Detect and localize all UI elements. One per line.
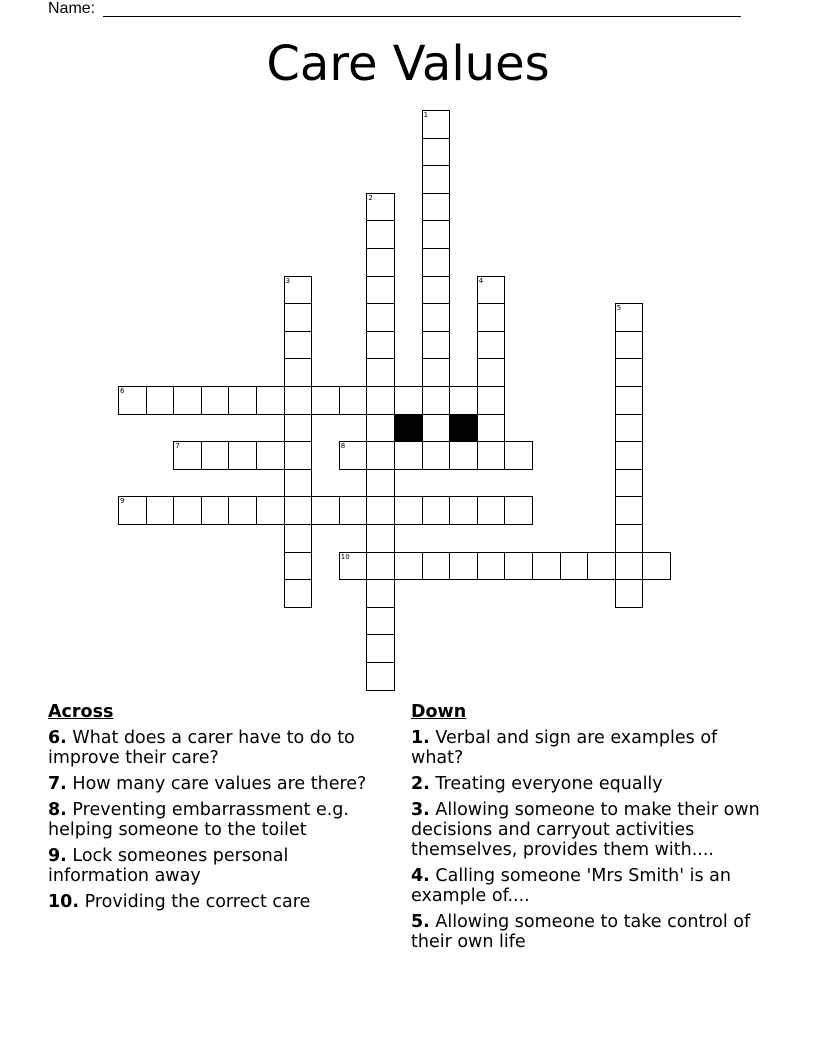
grid-cell[interactable] <box>449 386 478 415</box>
grid-cell[interactable] <box>366 524 395 553</box>
grid-cell[interactable] <box>201 496 230 525</box>
across-heading: Across <box>48 702 114 722</box>
grid-cell[interactable] <box>366 303 395 332</box>
cell-number: 7 <box>175 442 180 451</box>
cell-number: 2 <box>368 193 373 202</box>
grid-cell[interactable] <box>366 193 395 222</box>
grid-cell[interactable] <box>284 386 313 415</box>
grid-cell[interactable] <box>394 552 423 581</box>
grid-cell[interactable] <box>422 193 451 222</box>
grid-cell[interactable] <box>615 414 644 443</box>
grid-cell[interactable] <box>615 386 644 415</box>
clue-down-3 <box>411 800 771 860</box>
grid-cell[interactable] <box>477 358 506 387</box>
cell-number: 9 <box>120 497 125 506</box>
grid-cell[interactable] <box>422 386 451 415</box>
grid-cell[interactable] <box>256 441 285 470</box>
grid-cell[interactable] <box>615 552 644 581</box>
clue-number: 9. <box>48 846 67 866</box>
grid-cell[interactable] <box>366 441 395 470</box>
grid-cell[interactable] <box>201 386 230 415</box>
down-heading: Down <box>411 702 467 722</box>
name-underline[interactable] <box>103 16 741 17</box>
grid-cell[interactable] <box>366 414 395 443</box>
grid-cell[interactable] <box>311 496 340 525</box>
grid-cell[interactable] <box>284 469 313 498</box>
grid-cell[interactable] <box>477 386 506 415</box>
grid-cell[interactable] <box>173 441 202 470</box>
clue-down-1 <box>411 728 771 768</box>
grid-cell[interactable] <box>449 552 478 581</box>
grid-cell[interactable] <box>366 248 395 277</box>
clue-number: 2. <box>411 774 430 794</box>
grid-cell[interactable] <box>422 138 451 167</box>
clue-number: 10. <box>48 892 80 912</box>
grid-cell[interactable] <box>477 414 506 443</box>
black-cell <box>394 414 423 443</box>
grid-cell[interactable] <box>339 496 368 525</box>
grid-cell[interactable] <box>615 441 644 470</box>
grid-cell[interactable] <box>366 496 395 525</box>
across-clues <box>48 700 393 918</box>
clue-number: 1. <box>411 728 430 748</box>
grid-cell[interactable] <box>366 358 395 387</box>
clue-text: Calling someone 'Mrs Smith' is an example of.... <box>411 866 731 906</box>
grid-cell[interactable] <box>284 496 313 525</box>
grid-cell[interactable] <box>615 524 644 553</box>
grid-cell[interactable] <box>366 331 395 360</box>
grid-cell[interactable] <box>504 441 533 470</box>
clue-text: Providing the correct care <box>84 892 311 912</box>
grid-cell[interactable] <box>366 276 395 305</box>
grid-cell[interactable] <box>284 276 313 305</box>
cell-number: 10 <box>340 552 350 561</box>
grid-cell[interactable] <box>284 524 313 553</box>
grid-cell[interactable] <box>477 552 506 581</box>
grid-cell[interactable] <box>422 110 451 139</box>
grid-cell[interactable] <box>284 441 313 470</box>
grid-cell[interactable] <box>284 303 313 332</box>
grid-cell[interactable] <box>228 441 257 470</box>
cell-number: 4 <box>478 276 484 285</box>
clue-across-9 <box>48 846 393 886</box>
grid-cell[interactable] <box>587 552 616 581</box>
grid-cell[interactable] <box>615 331 644 360</box>
grid-cell[interactable] <box>311 386 340 415</box>
clue-across-8 <box>48 800 393 840</box>
page-title: Care Values <box>266 36 550 92</box>
grid-cell[interactable] <box>422 441 451 470</box>
grid-cell[interactable] <box>422 331 451 360</box>
grid-cell[interactable] <box>146 496 175 525</box>
grid-cell[interactable] <box>118 386 147 415</box>
grid-cell[interactable] <box>394 441 423 470</box>
name-label: Name: <box>48 0 96 17</box>
clue-text: What does a carer have to do to improve their care? <box>48 728 355 768</box>
clue-number: 7. <box>48 774 67 794</box>
grid-cell[interactable] <box>339 552 368 581</box>
grid-cell[interactable] <box>422 276 451 305</box>
grid-cell[interactable] <box>422 496 451 525</box>
grid-cell[interactable] <box>146 386 175 415</box>
grid-cell[interactable] <box>477 303 506 332</box>
grid-cell[interactable] <box>366 607 395 636</box>
clue-text: Verbal and sign are examples of what? <box>411 728 718 768</box>
grid-cell[interactable] <box>477 496 506 525</box>
grid-cell[interactable] <box>422 358 451 387</box>
grid-cell[interactable] <box>366 662 395 691</box>
grid-cell[interactable] <box>449 441 478 470</box>
grid-cell[interactable] <box>284 579 313 608</box>
grid-cell[interactable] <box>339 441 368 470</box>
clue-text: Treating everyone equally <box>435 774 663 794</box>
name-field[interactable] <box>48 0 95 19</box>
clue-number: 3. <box>411 800 430 820</box>
cell-number: 1 <box>423 111 429 119</box>
clue-across-6 <box>48 728 393 768</box>
grid-cell[interactable] <box>256 496 285 525</box>
cell-number: 6 <box>120 387 125 395</box>
grid-cell[interactable] <box>422 552 451 581</box>
grid-cell[interactable] <box>366 469 395 498</box>
black-cell <box>449 414 478 443</box>
grid-cell[interactable] <box>228 496 257 525</box>
grid-cell[interactable] <box>477 276 506 305</box>
grid-cell[interactable] <box>173 496 202 525</box>
clue-text: Lock someones personal information away <box>48 846 289 886</box>
grid-cell[interactable] <box>449 496 478 525</box>
grid-cell[interactable] <box>256 386 285 415</box>
grid-cell[interactable] <box>394 386 423 415</box>
clue-number: 5. <box>411 912 430 932</box>
grid-cell[interactable] <box>477 441 506 470</box>
grid-cell[interactable] <box>560 552 589 581</box>
grid-cell[interactable] <box>422 220 451 249</box>
grid-cell[interactable] <box>118 496 147 525</box>
grid-cell[interactable] <box>366 220 395 249</box>
grid-cell[interactable] <box>615 358 644 387</box>
grid-cell[interactable] <box>615 579 644 608</box>
clue-text: Allowing someone to make their own decisions and carryout activities themselves, provides them with.... <box>411 800 760 860</box>
cell-number: 3 <box>285 276 291 285</box>
grid-cell[interactable] <box>284 414 313 443</box>
clue-text: Allowing someone to take control of their own life <box>411 912 751 952</box>
grid-cell[interactable] <box>504 496 533 525</box>
clue-number: 4. <box>411 866 430 886</box>
grid-cell[interactable] <box>532 552 561 581</box>
clue-text: Preventing embarrassment e.g. helping someone to the toilet <box>48 800 349 840</box>
grid-cell[interactable] <box>422 303 451 332</box>
grid-cell[interactable] <box>173 386 202 415</box>
clue-text: How many care values are there? <box>72 774 367 794</box>
cell-number: 8 <box>340 442 346 451</box>
clue-down-4 <box>411 866 771 906</box>
grid-cell[interactable] <box>615 469 644 498</box>
clue-down-5 <box>411 912 771 952</box>
clue-number: 8. <box>48 800 67 820</box>
grid-cell[interactable] <box>284 331 313 360</box>
clue-number: 6. <box>48 728 67 748</box>
grid-cell[interactable] <box>366 552 395 581</box>
grid-cell[interactable] <box>615 496 644 525</box>
grid-cell[interactable] <box>615 303 644 332</box>
grid-cell[interactable] <box>366 579 395 608</box>
grid-cell[interactable] <box>642 552 671 581</box>
grid-cell[interactable] <box>228 386 257 415</box>
grid-cell[interactable] <box>477 331 506 360</box>
clue-across-10 <box>48 892 393 912</box>
grid-cell[interactable] <box>422 165 451 194</box>
grid-cell[interactable] <box>422 414 451 443</box>
cell-number: 5 <box>616 304 622 313</box>
grid-cell[interactable] <box>394 496 423 525</box>
grid-cell[interactable] <box>201 441 230 470</box>
down-clues <box>411 700 771 958</box>
clue-across-7 <box>48 774 393 794</box>
grid-cell[interactable] <box>284 552 313 581</box>
clue-down-2 <box>411 774 771 794</box>
grid-cell[interactable] <box>504 552 533 581</box>
grid-cell[interactable] <box>422 248 451 277</box>
grid-cell[interactable] <box>339 386 368 415</box>
grid-cell[interactable] <box>366 386 395 415</box>
grid-cell[interactable] <box>284 358 313 387</box>
grid-cell[interactable] <box>366 634 395 663</box>
